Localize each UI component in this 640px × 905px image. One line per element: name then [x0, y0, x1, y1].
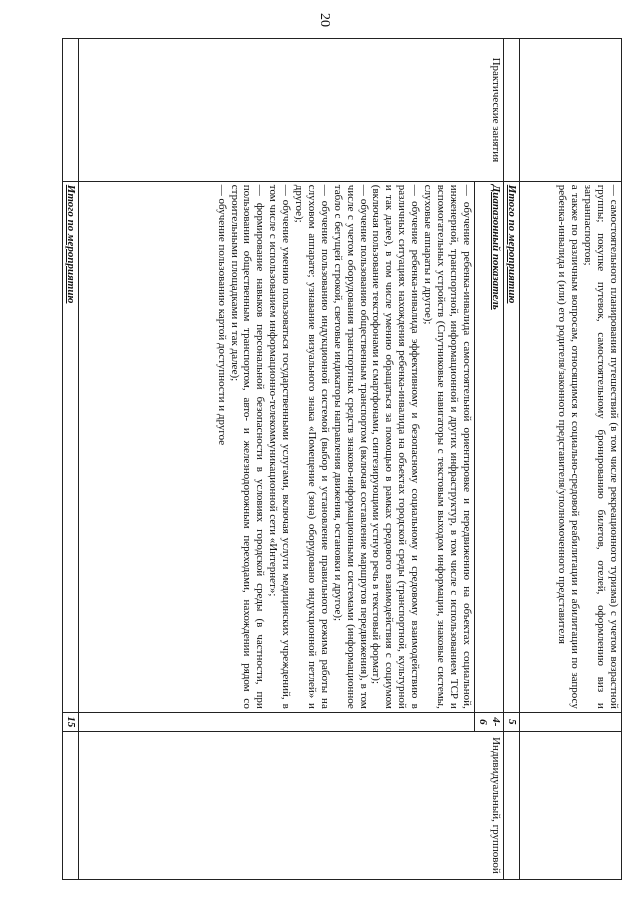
content-paragraph: — обучение умению пользоваться государственными услугами, включая услуги медицинских учреждений, в том числе с использованием информационно-телекоммуникационной сети «Интернет»;: [267, 184, 293, 709]
content-paragraph: — самостоятельного планирования путешествий (в том числе рекреационного туризма) с учетом возрастной группы; покупке путевок, самостоятельному бронированию билетов, отелей, оформлению виз и загранпаспортов;: [582, 184, 620, 709]
content-paragraph: — обучение ребенка-инвалида эффективному и безопасному социальному и средовому взаимодействию в различных ситуациях нахождения ребенка-инвалида на объектах городской среды (транспортной, культурной и так далее), в том числе умению обращаться за помощью в рамках средового взаимодействия с социумом (включая пользование текстофонами и смартфонами, синтезирующими устную речь в текстовый формат);: [370, 184, 422, 709]
table-row: [519, 39, 621, 880]
content-paragraph: — обучение ребенка-инвалида самостоятельной ориентировке и передвижению на объектах социальной, инженерной, транспортной, информационной и других инфраструктур, в том числе с использованием ТСР и вспомогательных устройств (Спутниковые навигаторы с текстовым выходом информации, знаковые системы, слуховые аппараты и другое);: [422, 184, 473, 709]
mode-cell: Индивидуальный, групповой: [79, 731, 504, 879]
content-paragraph: — обучение пользованию индукционной системой (выбор и установление правильного режима работы на слуховом аппарате; узнавание визуального знака «Помещение (зона) оборудовано индукционной петлей» и другое);: [293, 184, 331, 709]
rehabilitation-table: [62, 38, 622, 880]
mode-cell-empty: [503, 731, 519, 879]
content-cell: [519, 181, 621, 712]
total-label: Итого по мероприятию: [503, 181, 519, 712]
page-number: 20: [317, 13, 332, 27]
total-hours: 15: [63, 712, 79, 731]
mode-cell-empty: [63, 731, 79, 879]
hours-cell-empty: [519, 712, 621, 731]
table-row: [503, 39, 519, 880]
table-row: [63, 39, 79, 880]
content-paragraph: — обучение пользованию общественным транспортом (включая составление маршрутов передвижения), в том числе с учетом оборудования транспортных средств знаково-информационными системами (информационное табло с бегущей строкой, световые индикаторы направления движения, остановки и другое);: [331, 184, 370, 709]
form-cell-empty: [63, 39, 79, 182]
range-hours: 4-6: [474, 712, 503, 731]
total-hours: 5: [503, 712, 519, 731]
range-label: Диапазонный показатель: [474, 181, 503, 712]
rotated-table-container: [62, 38, 622, 880]
mode-cell-empty: [519, 731, 621, 879]
hours-cell-empty: [79, 712, 475, 731]
content-cell: [79, 181, 475, 712]
table-frame: [62, 38, 622, 880]
form-cell-empty: [519, 39, 621, 182]
form-cell: Практические занятия: [79, 39, 504, 182]
form-cell-empty: [503, 39, 519, 182]
total-label: Итого по мероприятию: [63, 181, 79, 712]
content-paragraph: — обучение пользованию картой доступности и другое: [215, 184, 228, 446]
content-paragraph: а также по различным вопросам, относящимся к социально-средовой реабилитации и абилитации по запросу ребенка-инвалида и (или) его родителя/законного представителя/уполномоченного представителя: [556, 184, 582, 709]
content-paragraph: — формирование навыков персональной безопасности в условиях городской среды (в частности, при пользовании общественным транспортом, авто- и железнодорожным переходами, нахождении рядом со строительными площадками и так далее);: [228, 184, 267, 709]
table-row: [474, 39, 503, 880]
